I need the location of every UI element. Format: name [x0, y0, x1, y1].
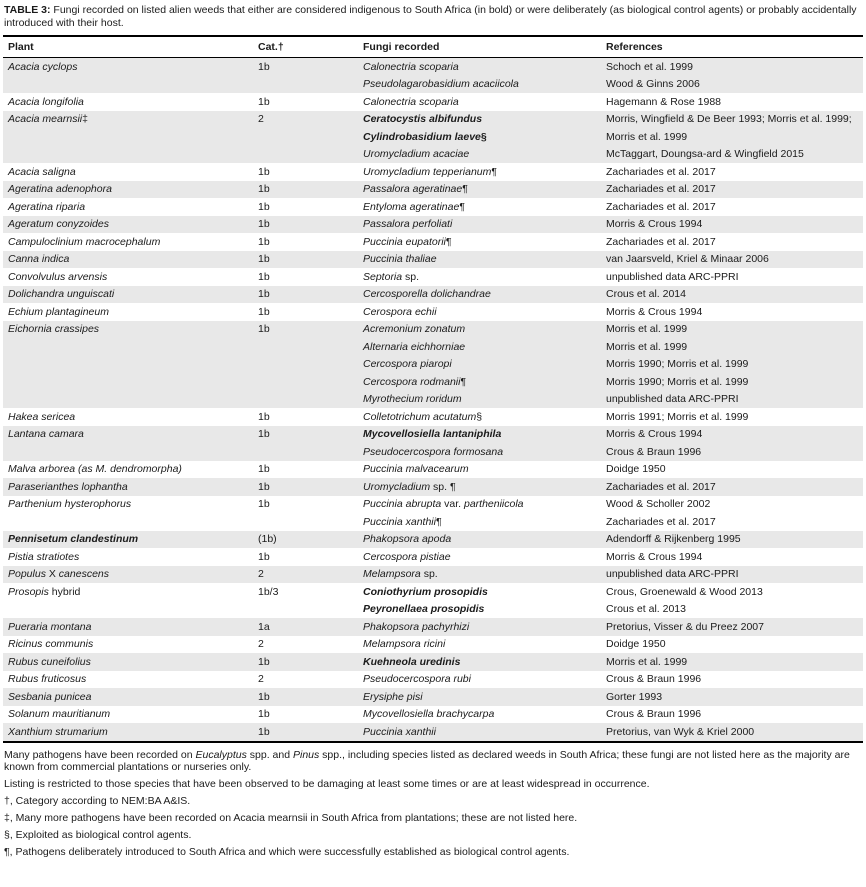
footnotes	[3, 743, 863, 868]
table-body	[3, 58, 863, 742]
reference-cell: Adendorff & Rijkenberg 1995	[601, 531, 863, 549]
text-segment: spp., including species listed as declared weeds in South Africa; these fungi are not listed here as the majority are known from commercial plantations or nurseries only.	[4, 748, 850, 773]
text-segment: ¶	[445, 235, 452, 248]
reference-cell: Hagemann & Rose 1988	[606, 95, 721, 108]
column-header-references: References	[601, 36, 863, 58]
plant-cell	[3, 426, 253, 461]
species-name-segment: Cylindrobasidium laeve	[363, 130, 481, 143]
reference-cell: Zachariades et al. 2017	[601, 478, 863, 496]
species-name-segment: Prosopis	[8, 585, 49, 598]
fungus-cell	[358, 268, 601, 286]
species-name-segment: Passalora perfoliati	[363, 218, 453, 230]
reference-cell: Crous, Groenewald & Wood 2013	[606, 585, 763, 598]
species-name-segment: Rubus cuneifolius	[8, 655, 91, 668]
species-name-segment: Melampsora ricini	[363, 638, 446, 650]
plant-cell	[3, 216, 253, 234]
category-cell: 1b	[253, 181, 358, 199]
category-cell: 1b	[253, 251, 358, 269]
species-name-segment: Septoria	[363, 270, 403, 283]
table-row	[3, 706, 863, 724]
column-header-fungi: Fungi recorded	[358, 36, 601, 58]
category-cell: 1b	[253, 216, 358, 234]
reference-cell: Wood & Ginns 2006	[601, 76, 863, 94]
fungus-cell	[358, 76, 601, 94]
table-row	[3, 671, 863, 689]
table-row	[3, 636, 863, 654]
reference-cell: Morris, Wingfield & De Beer 1993; Morris et al. 1999;	[601, 111, 863, 129]
species-name-segment: Coniothyrium prosopidis	[363, 585, 488, 598]
species-name-segment: Uromycladium tepperianum	[363, 165, 492, 178]
reference-cell: Morris & Crous 1994	[606, 550, 703, 563]
category-cell: 1b	[258, 498, 270, 510]
footnote	[4, 846, 862, 859]
table-row	[3, 268, 863, 286]
table-row	[3, 723, 863, 742]
text-segment: sp. ¶	[430, 480, 456, 493]
species-name-segment: Puccinia xanthii	[363, 725, 436, 738]
plant-cell	[3, 531, 253, 549]
species-name-segment: Uromycladium acaciae	[363, 148, 470, 160]
plant-cell	[3, 548, 253, 566]
table-row	[3, 461, 863, 479]
species-name-segment: Pseudocercospora rubi	[363, 673, 471, 685]
category-cell: 1b	[258, 200, 270, 213]
footnote	[4, 795, 862, 808]
species-name-segment: Alternaria eichhorniae	[363, 340, 466, 353]
caption-text: Fungi recorded on listed alien weeds that either are considered indigenous to South Africa (in bold) or were deliberately (as biological control agents) or probably accidentally introduced with their host.	[4, 4, 857, 29]
species-name-segment: Hakea sericea	[8, 410, 76, 423]
species-name-segment: Campuloclinium macrocephalum	[8, 235, 161, 248]
fungus-cell	[358, 391, 601, 409]
species-name-segment: Kuehneola uredinis	[363, 655, 461, 668]
species-name-segment: Pseudocercospora formosana	[363, 445, 504, 458]
fungus-cell	[358, 426, 601, 444]
reference-cell: Zachariades et al. 2017	[606, 200, 716, 213]
footnote	[4, 829, 862, 842]
reference-cell: Morris & Crous 1994	[606, 305, 703, 318]
fungus-cell	[358, 636, 601, 654]
reference-cell: Wood & Scholler 2002	[606, 498, 711, 510]
reference-cell: Crous & Braun 1996	[601, 443, 863, 461]
reference-cell: Morris & Crous 1994	[601, 426, 863, 444]
category-cell: 1b/3	[258, 585, 279, 598]
fungus-cell	[358, 58, 601, 76]
species-name-segment: Ageratina riparia	[8, 200, 86, 213]
table-row	[3, 303, 863, 321]
text-segment: §	[476, 410, 483, 423]
species-name-segment: Puccinia xanthii	[363, 515, 436, 528]
fungus-cell	[358, 338, 601, 356]
reference-cell: unpublished data ARC-PPRI	[601, 566, 863, 584]
table-row	[3, 163, 863, 181]
reference-cell: Morris 1991; Morris et al. 1999	[606, 410, 749, 423]
category-cell: 1b	[258, 550, 270, 563]
species-name-segment: Phakopsora apoda	[363, 533, 452, 545]
species-name-segment: Erysiphe pisi	[363, 690, 423, 703]
fungus-cell	[358, 531, 601, 549]
category-cell: 1b	[258, 708, 270, 720]
category-cell: 1b	[253, 321, 358, 409]
fungus-cell	[358, 583, 601, 601]
table-caption	[3, 2, 863, 35]
category-cell: 1b	[253, 688, 358, 706]
species-name-segment: Peyronellaea prosopidis	[363, 603, 485, 615]
caption-label: TABLE 3:	[4, 4, 51, 16]
plant-cell	[3, 583, 253, 618]
fungus-cell	[358, 111, 601, 129]
table-row	[3, 181, 863, 199]
reference-cell: Morris 1990; Morris et al. 1999	[601, 356, 863, 374]
reference-cell: Zachariades et al. 2017	[606, 515, 716, 528]
fungus-cell	[358, 373, 601, 391]
table-row	[3, 216, 863, 234]
reference-cell: Doidge 1950	[606, 463, 666, 475]
table-row	[3, 93, 863, 111]
species-name-segment: Calonectria scoparia	[363, 60, 459, 73]
category-cell: 1b	[253, 723, 358, 742]
species-name-segment: Mycovellosiella lantaniphila	[363, 428, 502, 440]
text-segment: sp.	[420, 568, 438, 580]
plant-cell	[3, 111, 253, 164]
species-name-segment: Myrothecium roridum	[363, 393, 462, 405]
fungus-cell	[358, 216, 601, 234]
plant-cell	[3, 688, 253, 706]
fungus-cell	[358, 128, 601, 146]
text-segment: spp. and	[246, 748, 293, 761]
category-cell: 1b	[258, 270, 270, 283]
plant-cell	[3, 566, 253, 584]
species-name-segment: partheniicola	[463, 498, 524, 510]
species-name-segment: Sesbania punicea	[8, 690, 92, 703]
text-segment: †, Category according to NEM:BA A&IS.	[4, 795, 191, 807]
category-cell: 1b	[258, 463, 270, 475]
species-name-segment: Calonectria scoparia	[363, 95, 459, 108]
fungus-cell	[358, 566, 601, 584]
table-row	[3, 321, 863, 339]
table-row	[3, 566, 863, 584]
reference-cell: Morris et al. 1999	[601, 338, 863, 356]
fungus-cell	[358, 443, 601, 461]
category-cell: 1b	[258, 305, 270, 318]
category-cell: 1b	[258, 235, 270, 248]
fungus-cell	[358, 601, 601, 619]
species-name-segment: Ricinus communis	[8, 638, 94, 650]
table-row	[3, 426, 863, 444]
category-cell: 2	[253, 566, 358, 584]
reference-cell: Doidge 1950	[606, 638, 666, 650]
table-row	[3, 286, 863, 304]
table-row	[3, 583, 863, 601]
species-name-segment: Cercospora piaropi	[363, 358, 452, 370]
plant-cell	[3, 706, 253, 724]
reference-cell: Pretorius, Visser & du Preez 2007	[601, 618, 863, 636]
plant-cell	[3, 618, 253, 636]
species-name-segment: Puccinia eupatorii	[363, 235, 446, 248]
category-cell: 1b	[253, 653, 358, 671]
species-name-segment: Colletotrichum acutatum	[363, 410, 477, 423]
plant-cell	[3, 303, 253, 321]
species-name-segment: Puccinia malvacearum	[363, 463, 469, 475]
plant-cell	[3, 496, 253, 531]
species-name-segment: Mycovellosiella brachycarpa	[363, 708, 495, 720]
reference-cell: Zachariades et al. 2017	[606, 165, 716, 178]
category-cell: 1a	[253, 618, 358, 636]
category-cell: 2	[258, 638, 264, 650]
reference-cell: Zachariades et al. 2017	[606, 235, 716, 248]
category-cell: (1b)	[253, 531, 358, 549]
species-name-segment: Echium plantagineum	[8, 305, 109, 318]
species-name-segment: Acremonium zonatum	[363, 323, 466, 335]
species-name-segment: Solanum mauritianum	[8, 708, 111, 720]
reference-cell: Crous et al. 2014	[601, 286, 863, 304]
text-segment: ¶	[491, 165, 498, 178]
species-name-segment: Uromycladium	[363, 480, 431, 493]
plant-cell	[3, 198, 253, 216]
text-segment: Listing is restricted to those species that have been observed to be damaging at least some times or are at least widespread in occurrence.	[4, 778, 650, 790]
text-segment: ‡	[82, 113, 88, 125]
fungus-cell	[358, 321, 601, 339]
species-name-segment: Paraserianthes lophantha	[8, 480, 128, 493]
plant-cell	[3, 636, 253, 654]
species-name-segment: Dolichandra unguiscati	[8, 288, 115, 300]
species-name-segment: Phakopsora pachyrhizi	[363, 620, 470, 633]
fungus-cell	[358, 251, 601, 269]
footnote	[4, 778, 862, 791]
species-name-segment: Lantana camara	[8, 428, 84, 440]
fungus-cell	[358, 496, 601, 514]
text-segment: ¶	[435, 515, 442, 528]
footnote	[4, 812, 862, 825]
category-cell: 1b	[253, 426, 358, 461]
fungus-cell	[358, 513, 601, 531]
table-row	[3, 233, 863, 251]
table-row	[3, 408, 863, 426]
species-name-segment: Eucalyptus	[195, 748, 247, 761]
fungus-cell	[358, 303, 601, 321]
plant-cell	[3, 286, 253, 304]
plant-cell	[3, 93, 253, 111]
table-row	[3, 251, 863, 269]
table-row	[3, 531, 863, 549]
reference-cell: McTaggart, Doungsa-ard & Wingfield 2015	[601, 146, 863, 164]
text-segment: §	[480, 130, 487, 143]
fungus-cell	[358, 723, 601, 742]
species-name-segment: Acacia cyclops	[8, 60, 78, 73]
table-row	[3, 688, 863, 706]
text-segment: sp.	[402, 270, 420, 283]
text-segment: X	[45, 568, 59, 580]
category-cell: 1b	[258, 410, 270, 423]
plant-cell	[3, 58, 253, 94]
species-name-segment: Ageratum conyzoides	[8, 218, 109, 230]
fungus-cell	[358, 286, 601, 304]
category-cell: 2	[253, 111, 358, 164]
reference-cell: Crous & Braun 1996	[606, 708, 702, 720]
text-segment: ‡, Many more pathogens have been recorded on Acacia mearnsii in South Africa from plantations; these are not listed here.	[4, 812, 578, 824]
fungus-cell	[358, 181, 601, 199]
fungus-cell	[358, 146, 601, 164]
text-segment: Many pathogens have been recorded on	[4, 748, 196, 761]
table-row	[3, 58, 863, 76]
fungus-cell	[358, 653, 601, 671]
reference-cell: Crous & Braun 1996	[606, 673, 702, 685]
species-name-segment: Pistia stratiotes	[8, 550, 80, 563]
text-segment: var.	[441, 498, 464, 510]
species-name-segment: Acacia saligna	[8, 165, 76, 178]
species-name-segment: Puccinia abrupta	[363, 498, 442, 510]
plant-cell	[3, 653, 253, 671]
category-cell: 1b	[253, 478, 358, 496]
table-row	[3, 653, 863, 671]
species-name-segment: Acacia mearnsii	[8, 113, 83, 125]
species-name-segment: Acacia longifolia	[8, 95, 84, 108]
species-name-segment: Puccinia thaliae	[363, 253, 437, 265]
reference-cell: Morris 1990; Morris et al. 1999	[601, 373, 863, 391]
text-segment: §, Exploited as biological control agents.	[4, 829, 192, 841]
reference-cell: unpublished data ARC-PPRI	[606, 270, 739, 283]
plant-cell	[3, 268, 253, 286]
column-header-plant: Plant	[3, 36, 253, 58]
species-name-segment: canescens	[58, 568, 109, 580]
fungus-cell	[358, 233, 601, 251]
plant-cell	[3, 478, 253, 496]
plant-cell	[3, 671, 253, 689]
table-row	[3, 198, 863, 216]
species-name-segment: Pseudolagarobasidium acaciicola	[363, 78, 519, 90]
species-name-segment: Canna indica	[8, 253, 70, 265]
species-name-segment: Pueraria montana	[8, 620, 92, 633]
text-segment: hybrid	[48, 585, 81, 598]
table-row	[3, 618, 863, 636]
category-cell: 1b	[253, 58, 358, 94]
species-name-segment: Cerospora echii	[363, 305, 437, 318]
plant-cell	[3, 408, 253, 426]
reference-cell: Gorter 1993	[601, 688, 863, 706]
column-header-category: Cat.†	[253, 36, 358, 58]
fungus-cell	[358, 461, 601, 479]
table-row	[3, 548, 863, 566]
text-segment: ¶, Pathogens deliberately introduced to South Africa and which were successfully established as biological control agents.	[4, 846, 570, 858]
text-segment: ¶	[459, 200, 465, 213]
plant-cell	[3, 181, 253, 199]
species-name-segment: Cercosporella dolichandrae	[363, 288, 491, 300]
text-segment: ¶	[462, 183, 468, 195]
footnote	[4, 749, 862, 774]
fungus-cell	[358, 706, 601, 724]
reference-cell: unpublished data ARC-PPRI	[601, 391, 863, 409]
fungus-cell	[358, 408, 601, 426]
species-name-segment: Ageratina adenophora	[8, 183, 112, 195]
text-segment: ¶	[460, 375, 467, 388]
category-cell: 1b	[253, 286, 358, 304]
reference-cell: Schoch et al. 1999	[601, 58, 863, 76]
fungus-cell	[358, 198, 601, 216]
species-name-segment: Cercospora rodmanii	[363, 375, 461, 388]
category-cell: 2	[258, 673, 264, 685]
species-name-segment: Populus	[8, 568, 46, 580]
species-name-segment: Melampsora	[363, 568, 421, 580]
category-cell: 1b	[258, 95, 270, 108]
reference-cell: Morris & Crous 1994	[601, 216, 863, 234]
species-name-segment: Pennisetum clandestinum	[8, 533, 139, 545]
fungus-cell	[358, 478, 601, 496]
table-row	[3, 111, 863, 129]
reference-cell: Morris et al. 1999	[601, 128, 863, 146]
plant-cell	[3, 163, 253, 181]
reference-cell: van Jaarsveld, Kriel & Minaar 2006	[601, 251, 863, 269]
species-name-segment: Entyloma ageratinae	[363, 200, 460, 213]
fungus-cell	[358, 548, 601, 566]
reference-cell: Zachariades et al. 2017	[601, 181, 863, 199]
species-name-segment: Malva arborea (as M. dendromorpha)	[8, 463, 182, 475]
category-cell: 1b	[258, 165, 270, 178]
fungus-cell	[358, 93, 601, 111]
fungus-cell	[358, 688, 601, 706]
species-name-segment: Eichornia crassipes	[8, 323, 100, 335]
plant-cell	[3, 723, 253, 742]
species-name-segment: Passalora ageratinae	[363, 183, 463, 195]
reference-cell: Morris et al. 1999	[601, 321, 863, 339]
species-name-segment: Pinus	[292, 748, 320, 761]
fungus-cell	[358, 356, 601, 374]
plant-cell	[3, 233, 253, 251]
species-name-segment: Convolvulus arvensis	[8, 270, 108, 283]
fungus-cell	[358, 618, 601, 636]
species-name-segment: Xanthium strumarium	[8, 725, 108, 738]
fungus-cell	[358, 671, 601, 689]
species-name-segment: Ceratocystis albifundus	[363, 113, 483, 125]
plant-cell	[3, 251, 253, 269]
fungus-cell	[358, 163, 601, 181]
table-row	[3, 496, 863, 514]
species-name-segment: Cercospora pistiae	[363, 550, 451, 563]
plant-cell	[3, 321, 253, 409]
species-name-segment: Rubus fruticosus	[8, 673, 87, 685]
reference-cell: Morris et al. 1999	[601, 653, 863, 671]
reference-cell: Crous et al. 2013	[606, 603, 686, 615]
fungi-table	[3, 35, 863, 743]
header-row	[3, 36, 863, 58]
plant-cell	[3, 461, 253, 479]
species-name-segment: Parthenium hysterophorus	[8, 498, 132, 510]
table-row	[3, 478, 863, 496]
reference-cell: Pretorius, van Wyk & Kriel 2000	[601, 723, 863, 742]
